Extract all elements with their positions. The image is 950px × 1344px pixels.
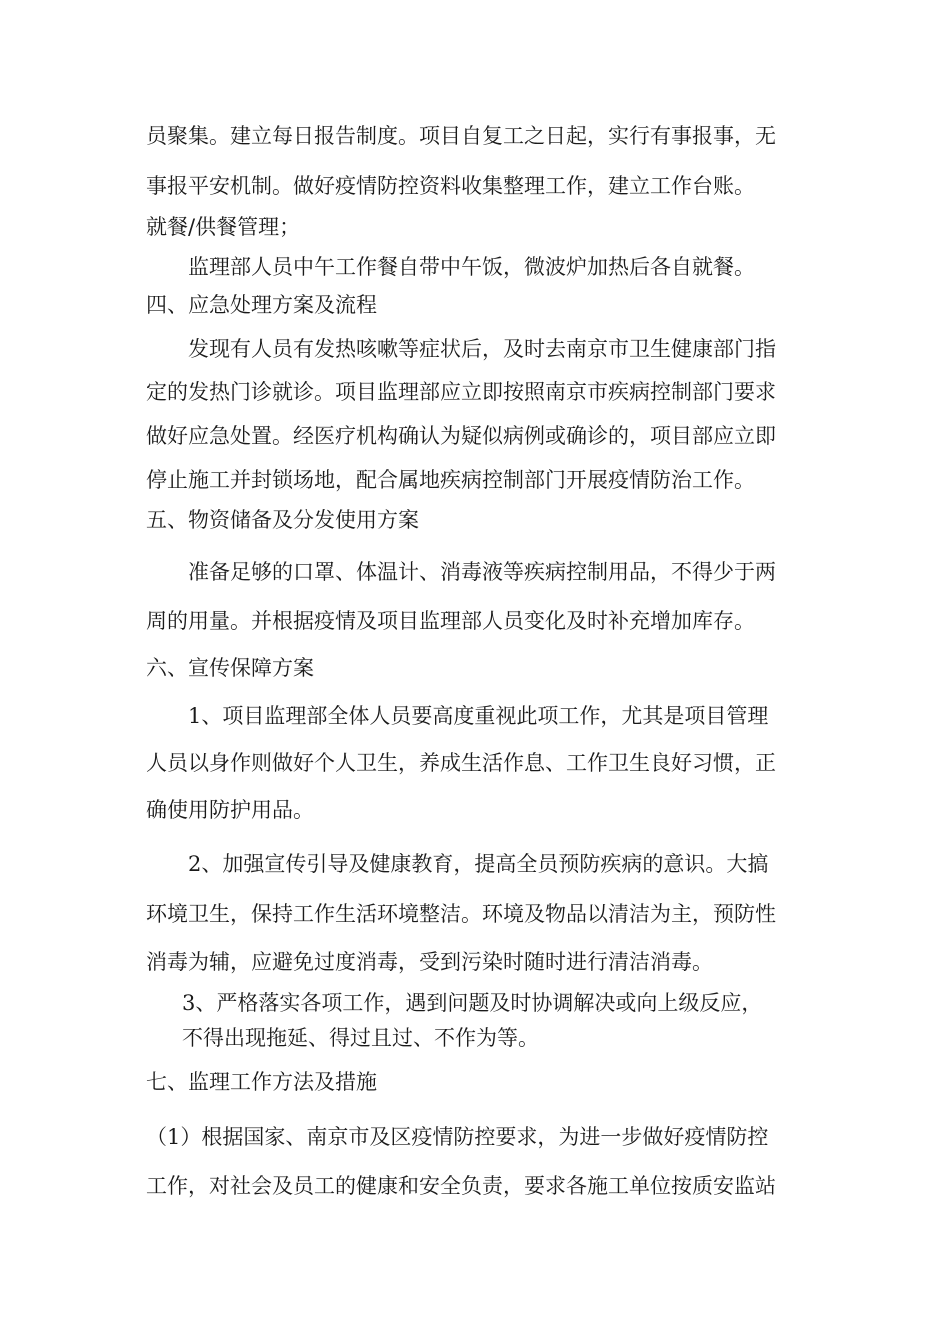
paragraph-line: 1、项目监理部全体人员要高度重视此项工作，尤其是项目管理 [188, 704, 769, 728]
paragraph-line: 2、加强宣传引导及健康教育，提高全员预防疾病的意识。大搞 [188, 852, 769, 876]
section-heading: 五、物资储备及分发使用方案 [146, 508, 419, 532]
paragraph-line: 事报平安机制。做好疫情防控资料收集整理工作，建立工作台账。 [146, 174, 755, 198]
paragraph-line: 做好应急处置。经医疗机构确认为疑似病例或确诊的，项目部应立即 [146, 424, 776, 448]
paragraph-line: 3、严格落实各项工作，遇到问题及时协调解决或向上级反应， [182, 991, 763, 1015]
paragraph-line: 员聚集。建立每日报告制度。项目自复工之日起，实行有事报事，无 [146, 124, 776, 148]
paragraph-line: 定的发热门诊就诊。项目监理部应立即按照南京市疾病控制部门要求 [146, 380, 776, 404]
section-heading: 四、应急处理方案及流程 [146, 293, 377, 317]
paragraph-line: 确使用防护用品。 [146, 798, 314, 822]
section-subheading: 就餐/供餐管理； [146, 215, 301, 239]
paragraph-line: 周的用量。并根据疫情及项目监理部人员变化及时补充增加库存。 [146, 609, 755, 633]
section-heading: 七、监理工作方法及措施 [146, 1070, 377, 1094]
paragraph-line: 准备足够的口罩、体温计、消毒液等疾病控制用品，不得少于两 [188, 560, 776, 584]
paragraph-line: 人员以身作则做好个人卫生，养成生活作息、工作卫生良好习惯，正 [146, 751, 776, 775]
paragraph-line: 不得出现拖延、得过且过、不作为等。 [182, 1026, 539, 1050]
paragraph-line: 发现有人员有发热咳嗽等症状后，及时去南京市卫生健康部门指 [188, 337, 776, 361]
paragraph-line: 工作，对社会及员工的健康和安全负责，要求各施工单位按质安监站 [146, 1174, 776, 1198]
paragraph-line: 停止施工并封锁场地，配合属地疾病控制部门开展疫情防治工作。 [146, 468, 755, 492]
paragraph-line: 监理部人员中午工作餐自带中午饭，微波炉加热后各自就餐。 [188, 255, 755, 279]
section-heading: 六、宣传保障方案 [146, 656, 314, 680]
paragraph-line: （1）根据国家、南京市及区疫情防控要求，为进一步做好疫情防控 [146, 1125, 769, 1149]
paragraph-line: 消毒为辅，应避免过度消毒，受到污染时随时进行清洁消毒。 [146, 950, 713, 974]
paragraph-line: 环境卫生，保持工作生活环境整洁。环境及物品以清洁为主，预防性 [146, 902, 776, 926]
